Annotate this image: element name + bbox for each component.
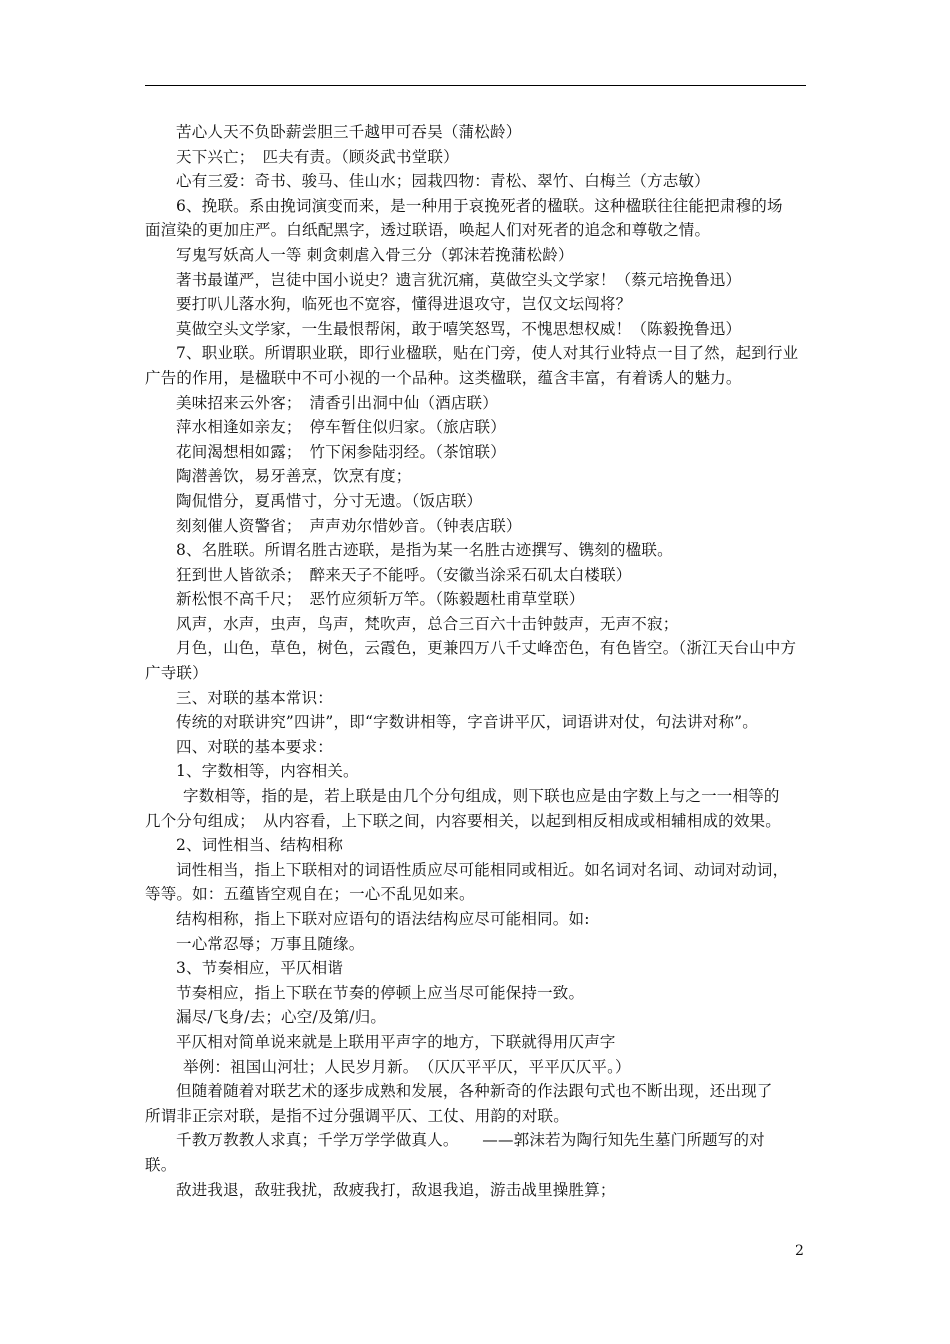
page-number: 2 <box>795 1243 804 1259</box>
text-line: 著书最谨严，岂徒中国小说史？遗言犹沉痛，莫做空头文学家！（蔡元培挽鲁迅） <box>176 270 742 289</box>
text-line: 心有三爱：奇书、骏马、佳山水；园栽四物：青松、翠竹、白梅兰（方志敏） <box>176 172 710 191</box>
text-line: 写鬼写妖高人一等 刺贪刺虐入骨三分（郭沫若挽蒲松龄） <box>176 245 574 264</box>
text-line: 四、对联的基本要求： <box>176 737 334 756</box>
text-line: 等等。如：五蕴皆空观自在；一心不乱见如来。 <box>145 885 475 904</box>
text-line: 面渲染的更加庄严。白纸配黑字，透过联语，唤起人们对死者的追念和尊敬之情。 <box>145 221 711 240</box>
text-line: 刻刻催人资警省； 声声劝尔惜妙音。（钟表店联） <box>176 516 522 535</box>
text-line: 陶潜善饮，易牙善烹，饮烹有度； <box>176 467 412 486</box>
text-line: 7、职业联。所谓职业联，即行业楹联，贴在门旁，使人对其行业特点一目了然，起到行业 <box>176 344 799 363</box>
text-line: 节奏相应，指上下联在节奏的停顿上应当尽可能保持一致。 <box>176 983 585 1002</box>
text-line: 所谓非正宗对联，是指不过分强调平仄、工仗、用韵的对联。 <box>145 1106 569 1125</box>
text-line: 8、名胜联。所谓名胜古迹联，是指为某一名胜古迹撰写、镌刻的楹联。 <box>176 541 673 560</box>
text-line: 千教万教教人求真；千学万学学做真人。 ——郭沫若为陶行知先生墓门所题写的对 <box>176 1131 765 1150</box>
text-line: 传统的对联讲究”四讲”，即“字数讲相等，字音讲平仄，词语讲对仗，句法讲对称”。 <box>176 713 758 732</box>
text-line: 广告的作用，是楹联中不可小视的一个品种。这类楹联，蕴含丰富，有着诱人的魅力。 <box>145 368 742 387</box>
text-line: 广寺联） <box>145 664 208 683</box>
text-line: 莫做空头文学家，一生最恨帮闲，敢于嘻笑怒骂，不愧思想权威！（陈毅挽鲁迅） <box>176 319 742 338</box>
text-line: 举例：祖国山河壮；人民岁月新。 （仄仄平平仄，平平仄仄平。） <box>183 1057 631 1076</box>
text-line: 陶侃惜分，夏禹惜寸，分寸无遗。（饭店联） <box>176 491 483 510</box>
text-line: 字数相等，指的是，若上联是由几个分句组成，则下联也应是由字数上与之一一相等的 <box>183 787 780 806</box>
text-line: 联。 <box>145 1155 177 1174</box>
header-rule <box>145 85 806 86</box>
text-line: 萍水相逢如亲友； 停车暂住似归家。（旅店联） <box>176 418 506 437</box>
text-line: 漏尽/飞身/去；心空/及第/归。 <box>176 1008 387 1027</box>
text-line: 花间渴想相如露； 竹下闲参陆羽经。（茶馆联） <box>176 442 506 461</box>
text-line: 结构相称，指上下联对应语句的语法结构应尽可能相同。如: <box>176 910 590 928</box>
text-line: 1、字数相等，内容相关。 <box>176 762 359 781</box>
text-line: 天下兴亡； 匹夫有责。（顾炎武书堂联） <box>176 147 459 166</box>
text-line: 风声，水声，虫声，鸟声，梵吹声，总合三百六十击钟鼓声，无声不寂； <box>176 614 679 633</box>
text-line: 新松恨不高千尺； 恶竹应须斩万竿。（陈毅题杜甫草堂联） <box>176 590 585 609</box>
text-line: 一心常忍辱；万事且随缘。 <box>176 934 365 953</box>
text-line: 三、对联的基本常识： <box>176 688 334 707</box>
document-body <box>145 120 806 1202</box>
text-line: 狂到世人皆欲杀； 醉来天子不能呼。（安徽当涂采石矶太白楼联） <box>176 565 632 584</box>
text-line: 美味招来云外客； 清香引出洞中仙（酒店联） <box>176 393 498 412</box>
text-line: 3、节奏相应，平仄相谐 <box>176 959 344 978</box>
text-line: 几个分句组成； 从内容看，上下联之间，内容要相关，以起到相反相成或相辅相成的效果。 <box>145 811 781 830</box>
text-line: 6、挽联。系由挽词演变而来，是一种用于哀挽死者的楹联。这种楹联往往能把肃穆的场 <box>176 196 783 215</box>
text-line: 2、词性相当、结构相称 <box>176 836 344 855</box>
text-line: 词性相当，指上下联相对的词语性质应尽可能相同或相近。如名词对名词、动词对动词， <box>176 860 789 879</box>
text-line: 平仄相对简单说来就是上联用平声字的地方，下联就得用仄声字 <box>176 1032 616 1051</box>
text-line: 要打叭儿落水狗，临死也不宽容，懂得进退攻守，岂仅文坛闯将？ <box>176 295 632 314</box>
text-line: 敌进我退，敌驻我扰，敌疲我打，敌退我追，游击战里操胜算； <box>176 1180 616 1199</box>
text-line: 但随着随着对联艺术的逐步成熟和发展，各种新奇的作法跟句式也不断出现，还出现了 <box>176 1082 773 1101</box>
text-line: 月色，山色，草色，树色，云霞色，更兼四万八千丈峰峦色，有色皆空。（浙江天台山中方 <box>176 639 797 658</box>
text-line: 苦心人天不负卧薪尝胆三千越甲可吞吴（蒲松龄） <box>176 123 522 141</box>
